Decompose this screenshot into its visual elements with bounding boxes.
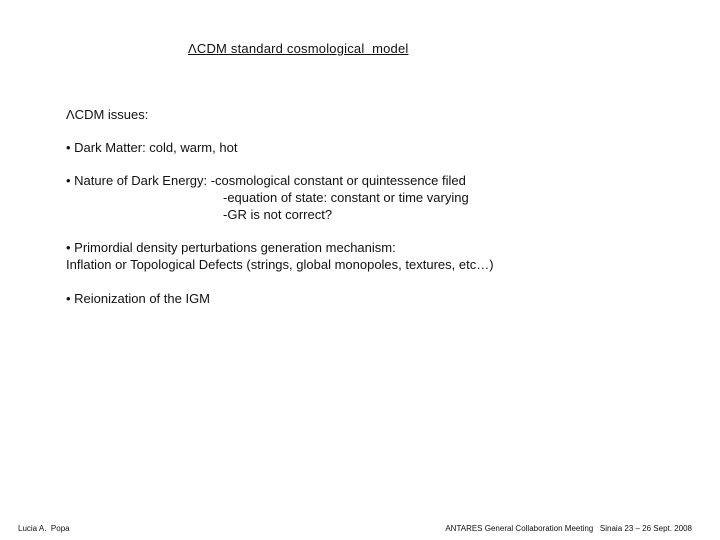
footer-event: ANTARES General Collaboration Meeting Sinaia 23 – 26 Sept. 2008	[445, 524, 692, 533]
bullet-reionization: • Reionization of the IGM	[66, 291, 211, 306]
bullet-primordial: • Primordial density perturbations generation mechanism:	[66, 240, 396, 255]
dark-energy-subitem: -GR is not correct?	[223, 207, 333, 222]
dark-energy-subitem: -equation of state: constant or time varying	[223, 190, 469, 205]
bullet-dark-energy: • Nature of Dark Energy: -cosmological constant or quintessence filed	[66, 173, 466, 188]
primordial-continuation: Inflation or Topological Defects (strings, global monopoles, textures, etc…)	[66, 257, 494, 272]
bullet-dark-matter: • Dark Matter: cold, warm, hot	[66, 140, 238, 155]
issues-heading: ΛCDM issues:	[66, 107, 149, 122]
footer-author: Lucia A. Popa	[18, 524, 70, 533]
slide-title: ΛCDM standard cosmological model	[188, 41, 409, 56]
